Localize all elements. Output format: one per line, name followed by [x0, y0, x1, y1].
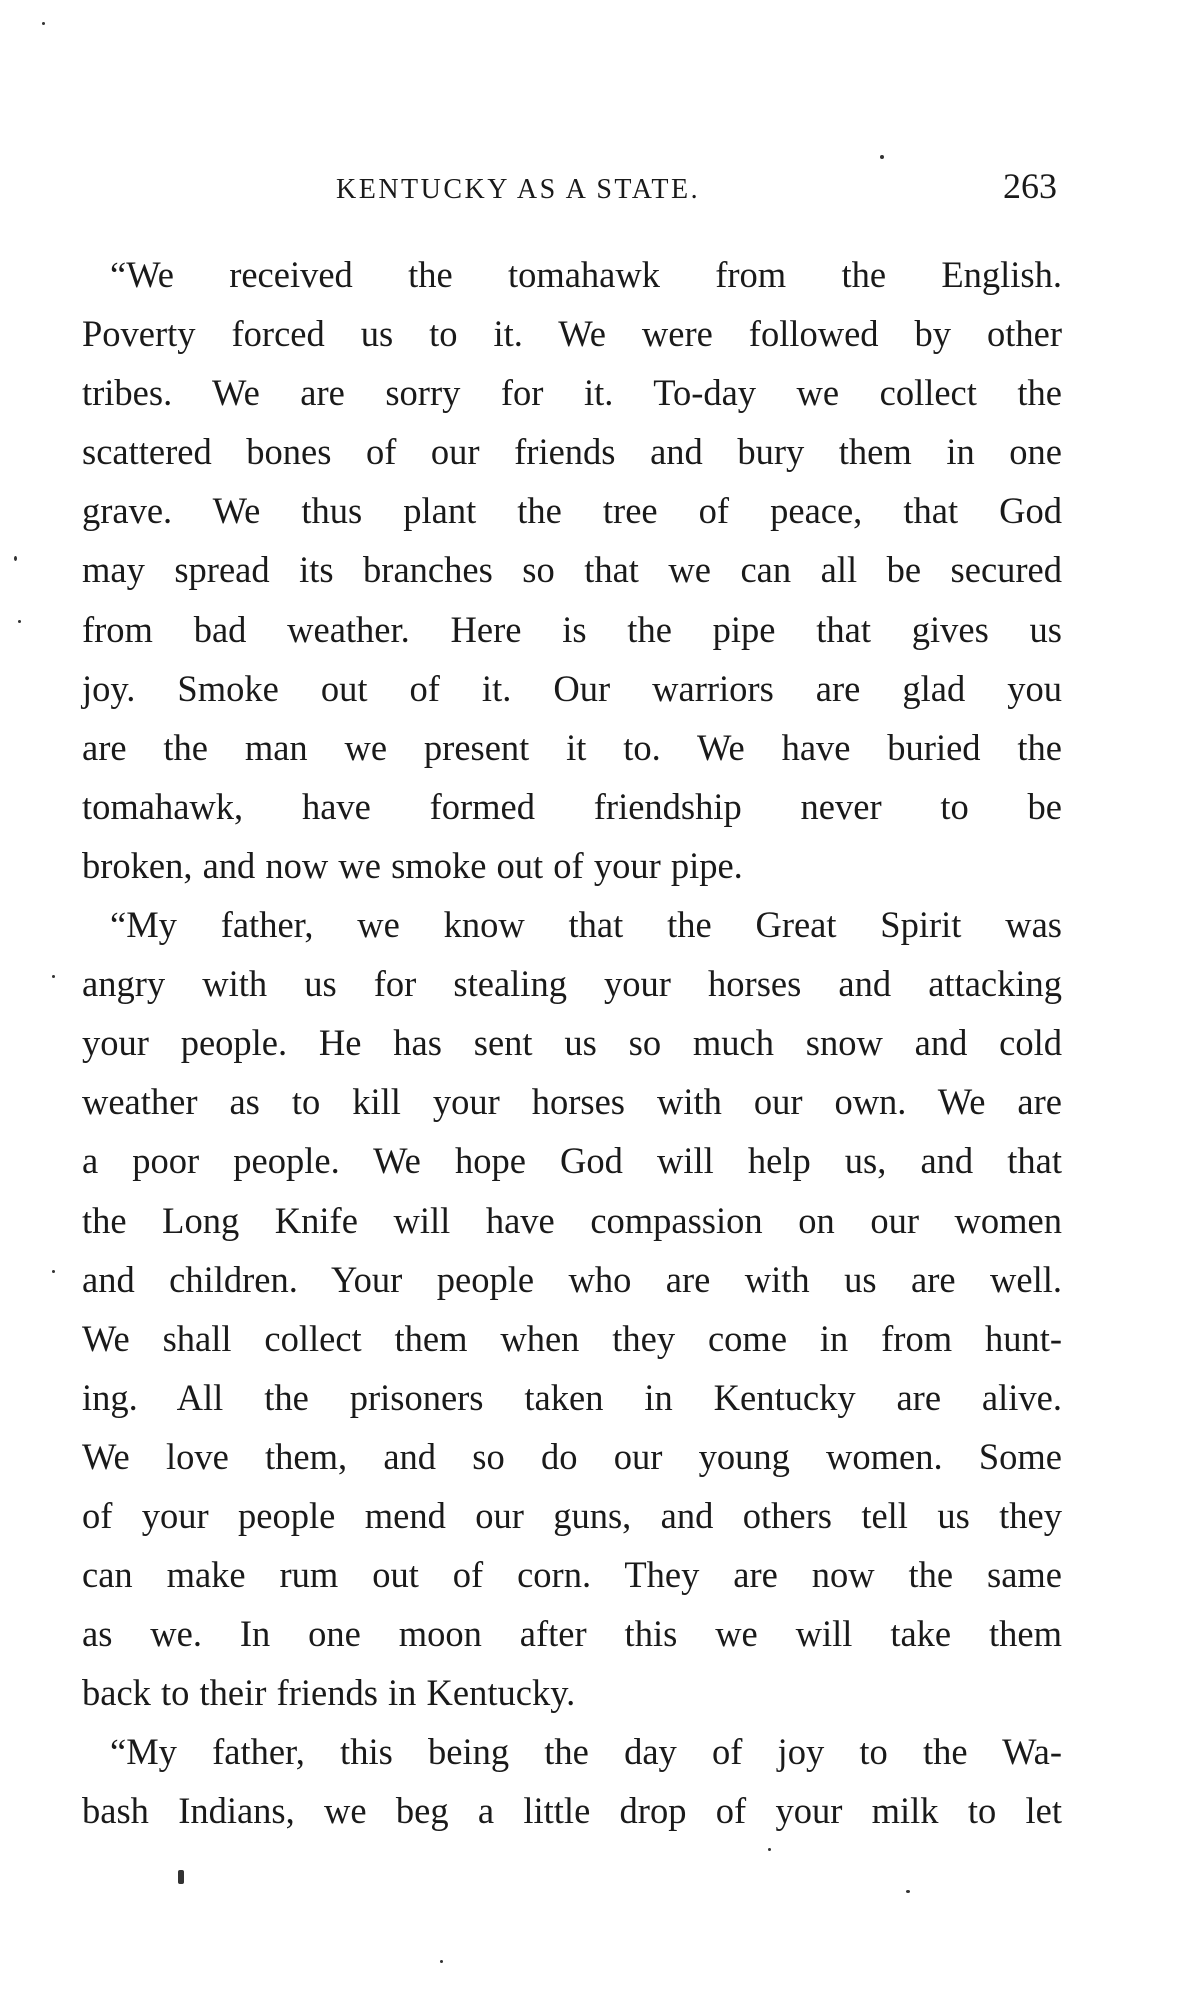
text-line: ing. All the prisoners taken in Kentucky are alive.	[82, 1376, 1062, 1418]
text-line: from bad weather. Here is the pipe that gives us	[82, 608, 1062, 650]
text-line: of your people mend our guns, and others tell us they	[82, 1494, 1062, 1536]
text-line: broken, and now we smoke out of your pipe.	[82, 844, 743, 886]
text-line: as we. In one moon after this we will take them	[82, 1613, 1062, 1655]
text-line: may spread its branches so that we can all be secured	[82, 549, 1062, 591]
text-line: and children. Your people who are with us are well.	[82, 1258, 1062, 1300]
text-line: tomahawk, have formed friendship never to be	[82, 785, 1062, 827]
scan-speck	[14, 556, 17, 561]
text-line: “My father, this being the day of joy to the Wa-	[110, 1731, 1062, 1773]
text-line: can make rum out of corn. They are now the same	[82, 1554, 1062, 1596]
scan-speck	[880, 155, 884, 159]
text-line: We love them, and so do our young women. Some	[82, 1435, 1062, 1477]
text-line: “My father, we know that the Great Spirit was	[110, 904, 1062, 946]
text-line: bash Indians, we beg a little drop of your milk to let	[82, 1790, 1062, 1832]
scan-speck	[768, 1848, 771, 1851]
text-line: tribes. We are sorry for it. To-day we collect the	[82, 372, 1062, 414]
text-line: joy. Smoke out of it. Our warriors are glad you	[82, 667, 1062, 709]
text-line: “We received the tomahawk from the English.	[110, 254, 1062, 295]
scan-speck	[42, 22, 45, 25]
running-head	[0, 168, 1196, 212]
text-line: We shall collect them when they come in from hunt-	[82, 1317, 1062, 1359]
running-head-title: KENTUCKY AS A STATE.	[336, 174, 701, 205]
page-number: 263	[1003, 166, 1057, 206]
text-line: scattered bones of our friends and bury them in one	[82, 431, 1062, 473]
text-line: angry with us for stealing your horses and attacking	[82, 963, 1062, 1005]
scan-speck	[440, 1960, 443, 1963]
text-line: are the man we present it to. We have buried the	[82, 726, 1062, 768]
text-line: weather as to kill your horses with our own. We are	[82, 1081, 1062, 1123]
text-line: Poverty forced us to it. We were followed by other	[82, 313, 1062, 355]
text-line: a poor people. We hope God will help us, and that	[82, 1140, 1062, 1182]
scan-speck	[178, 1870, 184, 1884]
text-line: grave. We thus plant the tree of peace, that God	[82, 490, 1062, 532]
scan-speck	[18, 620, 21, 623]
text-line: your people. He has sent us so much snow and cold	[82, 1022, 1062, 1064]
body-text	[82, 245, 1062, 1841]
text-line: back to their friends in Kentucky.	[82, 1672, 576, 1714]
scan-speck	[906, 1890, 910, 1893]
scan-speck	[52, 975, 55, 978]
scan-speck	[52, 1270, 55, 1273]
text-line: the Long Knife will have compassion on our women	[82, 1199, 1062, 1241]
